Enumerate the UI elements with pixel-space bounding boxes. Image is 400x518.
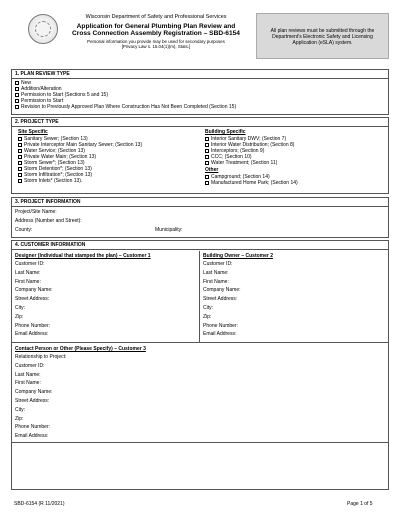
- option-label: CCC; (Section 10): [211, 154, 252, 160]
- customer-2-field[interactable]: Phone Number:: [203, 322, 239, 329]
- project-site-name-field[interactable]: Project/Site Name:: [15, 209, 57, 215]
- form-title-line-1: Application for General Plumbing Plan Review and: [76, 23, 236, 30]
- customer-2-heading: Building Owner – Customer 2: [203, 253, 274, 259]
- customer-1-field[interactable]: Company Name:: [15, 287, 53, 294]
- customer-1-field[interactable]: Email Address:: [15, 331, 49, 338]
- option-label: Private Water Main; (Section 13): [24, 154, 97, 160]
- customer-3-field[interactable]: Phone Number:: [15, 424, 51, 431]
- section-heading: 4. CUSTOMER INFORMATION: [12, 241, 388, 250]
- customer-3-heading: Contact Person or Other (Please Specify) – Customer 3: [15, 346, 146, 352]
- checkbox[interactable]: [205, 155, 209, 159]
- option-label: Addition/Alteration: [21, 86, 62, 92]
- plan-review-type-section: [11, 69, 389, 115]
- customer-1-heading: Designer (Individual that stamped the plan) – Customer 1: [15, 253, 151, 259]
- page-number: Page 1 of 5: [347, 501, 373, 507]
- section-heading: 1. PLAN REVIEW TYPE: [12, 70, 388, 79]
- customer-3-field[interactable]: Company Name:: [15, 389, 53, 396]
- checkbox[interactable]: [205, 161, 209, 165]
- checkbox[interactable]: [18, 137, 22, 141]
- county-field[interactable]: County:: [15, 226, 33, 233]
- customer-3-field[interactable]: Customer ID:: [15, 362, 45, 369]
- customer-1-field[interactable]: First Name:: [15, 278, 41, 285]
- customer-1-field[interactable]: City:: [15, 304, 25, 311]
- option-label: Private Interceptor Main Sanitary Sewer; (Section 13): [24, 142, 143, 148]
- municipality-field[interactable]: Municipality:: [155, 226, 183, 233]
- customer-3-field[interactable]: Last Name:: [15, 371, 41, 378]
- plan-review-option[interactable]: [15, 104, 385, 110]
- customer-2-field[interactable]: Zip:: [203, 313, 212, 320]
- checkbox[interactable]: [205, 137, 209, 141]
- customer-1-field[interactable]: Customer ID:: [15, 261, 45, 267]
- site-specific-options: [18, 136, 198, 184]
- option-label: Interceptors; (Section 9): [211, 148, 265, 154]
- building-specific-option[interactable]: [205, 160, 385, 166]
- customer-3-field[interactable]: City:: [15, 406, 25, 413]
- privacy-line-2: [Privacy Law s. 15.04(1)(m), Stats.]: [121, 43, 191, 49]
- checkbox[interactable]: [18, 173, 22, 177]
- customer-1-2-row: [12, 251, 388, 343]
- relationship-to-project-field[interactable]: Relationship to Project:: [15, 354, 67, 360]
- section-heading: 3. PROJECT INFORMATION: [12, 198, 388, 207]
- option-label: Storm Detention*; (Section 13): [24, 166, 92, 172]
- customer-2-field[interactable]: First Name:: [203, 278, 229, 285]
- option-label: Water Service; (Section 13): [24, 148, 85, 154]
- customer-1-field[interactable]: Zip:: [15, 313, 24, 320]
- option-label: Sanitary Sewer; (Section 13): [24, 136, 88, 142]
- checkbox[interactable]: [15, 99, 19, 103]
- form-id: SBD-6154 (R 11/2021): [14, 501, 65, 507]
- checkbox[interactable]: [205, 181, 209, 185]
- checkbox[interactable]: [15, 87, 19, 91]
- customer-1-block: [12, 251, 200, 343]
- customer-2-field[interactable]: Customer ID:: [203, 261, 233, 267]
- county-municipality-row: [15, 226, 385, 235]
- project-information-section: [11, 197, 389, 238]
- checkbox[interactable]: [205, 143, 209, 147]
- site-specific-option[interactable]: [18, 178, 198, 184]
- customer-2-block: [200, 251, 388, 343]
- customer-3-field[interactable]: Street Address:: [15, 397, 50, 404]
- state-seal-icon: [28, 14, 58, 44]
- plan-review-options: [12, 79, 388, 111]
- checkbox[interactable]: [18, 179, 22, 183]
- department-name: Wisconsin Department of Safety and Professional Services: [85, 14, 227, 20]
- customer-3-field[interactable]: Email Address:: [15, 433, 49, 440]
- form-title: [62, 23, 250, 38]
- customer-3-fields: [15, 362, 385, 441]
- option-label: Interior Water Distribution; (Section 8): [211, 142, 295, 148]
- project-address-field[interactable]: Address (Number and Street):: [15, 217, 82, 224]
- customer-information-section: [11, 240, 389, 490]
- checkbox[interactable]: [15, 93, 19, 97]
- customer-2-field[interactable]: Email Address:: [203, 331, 237, 338]
- option-label: Storm Inlets* (Section 13).: [24, 178, 83, 184]
- customer-1-field[interactable]: Street Address:: [15, 296, 50, 303]
- customer-3-field[interactable]: First Name:: [15, 380, 41, 387]
- checkbox[interactable]: [18, 167, 22, 171]
- customer-3-block: [12, 343, 388, 443]
- checkbox[interactable]: [15, 81, 19, 85]
- customer-1-field[interactable]: Phone Number:: [15, 322, 51, 329]
- option-label: Manufactured Home Park; (Section 14): [211, 180, 298, 186]
- checkbox[interactable]: [18, 161, 22, 165]
- building-specific-column: [205, 129, 385, 186]
- option-label: Interior Sanitary DWV; (Section 7): [211, 136, 287, 142]
- option-label: Storm Infiltration*; (Section 13): [24, 172, 93, 178]
- customer-2-field[interactable]: Last Name:: [203, 269, 229, 276]
- other-option[interactable]: [205, 180, 385, 186]
- checkbox[interactable]: [205, 175, 209, 179]
- privacy-notice: [62, 39, 250, 49]
- customer-2-field[interactable]: City:: [203, 304, 213, 311]
- building-specific-options: [205, 136, 385, 166]
- other-heading: Other: [205, 167, 219, 173]
- option-label: Campground; (Section 14): [211, 174, 270, 180]
- customer-2-field[interactable]: Company Name:: [203, 287, 241, 294]
- other-options: [205, 174, 385, 186]
- site-specific-column: [18, 129, 198, 184]
- project-type-section: [11, 117, 389, 194]
- option-label: Storm Sewer*; (Section 13): [24, 160, 85, 166]
- checkbox[interactable]: [205, 149, 209, 153]
- option-label: Water Treatment; (Section 11): [211, 160, 278, 166]
- customer-1-field[interactable]: Last Name:: [15, 269, 41, 276]
- customer-2-field[interactable]: Street Address:: [203, 296, 238, 303]
- privacy-line-1: Personal information you provide may be used for secondary purposes: [87, 38, 225, 44]
- customer-2-fields: [203, 260, 385, 339]
- checkbox[interactable]: [18, 149, 22, 153]
- checkbox[interactable]: [15, 105, 19, 109]
- section-heading: 2. PROJECT TYPE: [12, 118, 388, 127]
- customer-1-fields: [15, 260, 196, 339]
- option-label: Permission to Start: [21, 98, 64, 104]
- customer-3-field[interactable]: Zip:: [15, 415, 24, 422]
- building-specific-heading: Building Specific: [205, 129, 246, 135]
- esla-note-box: All plan reviews must be submitted through the Department's Electronic Safety and Licensing Application (eSLA) system.: [256, 13, 389, 59]
- form-header: [62, 14, 250, 49]
- option-label: Permission to Start (Sections 5 and 15): [21, 92, 108, 98]
- checkbox[interactable]: [18, 155, 22, 159]
- option-label: Revision to Previously Approved Plan Where Construction Has Not Been Completed (Section 15): [21, 104, 237, 110]
- checkbox[interactable]: [18, 143, 22, 147]
- form-title-line-2: Cross Connection Assembly Registration – SBD-6154: [72, 30, 240, 38]
- site-specific-heading: Site Specific: [18, 129, 48, 135]
- option-label: New: [21, 80, 32, 86]
